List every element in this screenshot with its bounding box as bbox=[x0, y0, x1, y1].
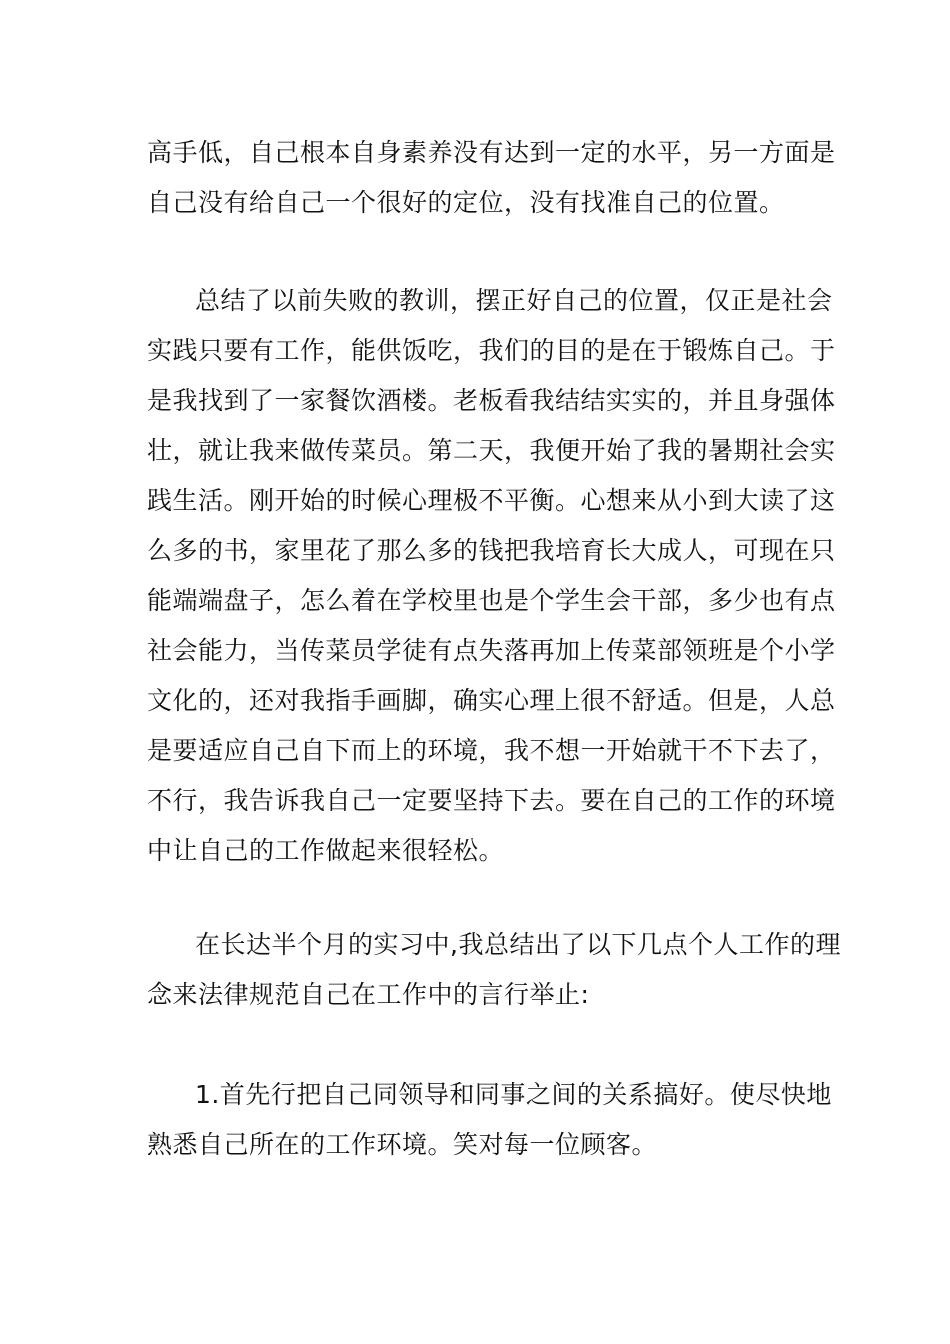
paragraph-line: 是要适应自己自下而上的环境，我不想一开始就干不下去了， bbox=[147, 736, 836, 765]
paragraph-line: 社会能力，当传菜员学徒有点失落再加上传菜部领班是个小学 bbox=[147, 636, 836, 665]
paragraph-4 bbox=[147, 1070, 832, 1170]
paragraph-3 bbox=[147, 920, 841, 1020]
paragraph-line: 么多的书，家里花了那么多的钱把我培育长大成人，可现在只 bbox=[147, 536, 836, 565]
paragraph-2 bbox=[147, 276, 836, 876]
paragraph-line: 在长达半个月的实习中,我总结出了以下几点个人工作的理 bbox=[195, 930, 841, 959]
paragraph-line: 高手低，自己根本自身素养没有达到一定的水平，另一方面是 bbox=[147, 138, 836, 167]
paragraph-line: 不行，我告诉我自己一定要坚持下去。要在自己的工作的环境 bbox=[147, 786, 836, 815]
paragraph-line: 实践只要有工作，能供饭吃，我们的目的是在于锻炼自己。于 bbox=[147, 336, 836, 365]
paragraph-1 bbox=[147, 128, 836, 228]
paragraph-line: 念来法律规范自己在工作中的言行举止: bbox=[147, 980, 590, 1009]
paragraph-line: 中让自己的工作做起来很轻松。 bbox=[147, 836, 505, 865]
paragraph-line: 1.首先行把自己同领导和同事之间的关系搞好。使尽快地 bbox=[195, 1080, 832, 1109]
paragraph-line: 践生活。刚开始的时候心理极不平衡。心想来从小到大读了这 bbox=[147, 486, 836, 515]
paragraph-line: 能端端盘子，怎么着在学校里也是个学生会干部，多少也有点 bbox=[147, 586, 836, 615]
paragraph-line: 自己没有给自己一个很好的定位，没有找准自己的位置。 bbox=[147, 188, 785, 217]
paragraph-line: 是我找到了一家餐饮酒楼。老板看我结结实实的，并且身强体 bbox=[147, 386, 836, 415]
paragraph-line: 文化的，还对我指手画脚，确实心理上很不舒适。但是，人总 bbox=[147, 686, 836, 715]
paragraph-line: 熟悉自己所在的工作环境。笑对每一位顾客。 bbox=[147, 1130, 658, 1159]
paragraph-line: 壮，就让我来做传菜员。第二天，我便开始了我的暑期社会实 bbox=[147, 436, 836, 465]
paragraph-line: 总结了以前失败的教训，摆正好自己的位置，仅正是社会 bbox=[195, 286, 833, 315]
